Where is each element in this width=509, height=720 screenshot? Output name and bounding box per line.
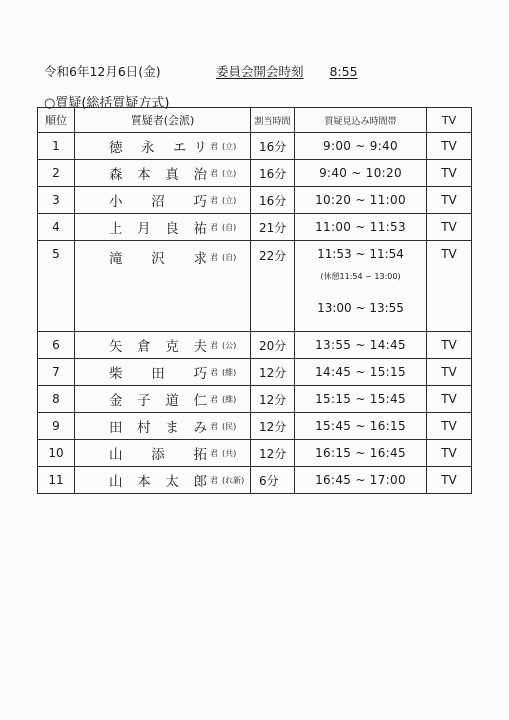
party: (立): [222, 168, 237, 178]
table-row: [38, 386, 472, 413]
cell-allocation: 22分: [251, 241, 295, 332]
questioner-name: 柴 田 巧: [109, 366, 207, 382]
questioner-name: 上月良祐: [109, 221, 207, 237]
honorific: 君: [210, 367, 218, 377]
cell-rank: 8: [38, 386, 75, 413]
questioner-name: 矢倉克夫: [109, 339, 207, 355]
cell-rank: 9: [38, 413, 75, 440]
cell-tv: TV: [427, 187, 472, 214]
column-header-allocation: 割当時間: [251, 108, 295, 133]
cell-rank: 3: [38, 187, 75, 214]
cell-tv: TV: [427, 133, 472, 160]
cell-questioner: [75, 187, 251, 214]
cell-allocation: 12分: [251, 440, 295, 467]
party: (立): [222, 141, 237, 151]
honorific: 君: [210, 421, 218, 431]
questioner-name: 徳 永 エリ: [109, 140, 207, 156]
cell-time: 15:45 ~ 16:15: [295, 413, 427, 440]
cell-tv: TV: [427, 160, 472, 187]
cell-time: 16:15 ~ 16:45: [295, 440, 427, 467]
cell-rank: 10: [38, 440, 75, 467]
cell-time: 14:45 ~ 15:15: [295, 359, 427, 386]
cell-time-1: 11:53 ~ 11:54: [317, 247, 404, 261]
party: (民): [222, 421, 237, 431]
cell-questioner: [75, 359, 251, 386]
cell-tv: TV: [427, 359, 472, 386]
table-row: [38, 241, 472, 332]
honorific: 君: [210, 394, 218, 404]
cell-allocation: 6分: [251, 467, 295, 494]
table-row: [38, 413, 472, 440]
cell-allocation: 16分: [251, 160, 295, 187]
cell-questioner: [75, 133, 251, 160]
table-row: [38, 440, 472, 467]
cell-rank: 2: [38, 160, 75, 187]
cell-allocation: 12分: [251, 386, 295, 413]
open-time-value: 8:55: [329, 64, 358, 79]
table-row: [38, 187, 472, 214]
cell-rank: 5: [38, 241, 75, 332]
questioner-name: 山 添 拓: [109, 447, 207, 463]
cell-time: [295, 241, 427, 332]
questioner-name: 田村まみ: [109, 420, 207, 436]
header-line: [44, 62, 358, 80]
cell-tv: TV: [427, 386, 472, 413]
cell-allocation: 12分: [251, 359, 295, 386]
cell-allocation: 16分: [251, 187, 295, 214]
cell-time: 16:45 ~ 17:00: [295, 467, 427, 494]
table-row: [38, 467, 472, 494]
party: (維): [222, 394, 237, 404]
table-header-row: [38, 108, 472, 133]
questioner-name: 山本太郎: [109, 474, 207, 490]
column-header-tv: TV: [427, 108, 472, 133]
party: (自): [222, 222, 237, 232]
honorific: 君: [210, 475, 218, 485]
cell-questioner: [75, 332, 251, 359]
cell-tv: TV: [427, 413, 472, 440]
questioner-name: 小 沼 巧: [109, 194, 207, 210]
cell-questioner: [75, 467, 251, 494]
cell-allocation: 16分: [251, 133, 295, 160]
cell-allocation: 12分: [251, 413, 295, 440]
cell-tv: TV: [427, 467, 472, 494]
cell-time: 9:40 ~ 10:20: [295, 160, 427, 187]
column-header-slot: 質疑見込み時間帯: [295, 108, 427, 133]
party: (立): [222, 195, 237, 205]
table-row: [38, 160, 472, 187]
honorific: 君: [210, 195, 218, 205]
cell-time-2: 13:00 ~ 13:55: [317, 301, 404, 315]
table-row: [38, 214, 472, 241]
section-title: ○質疑(総括質疑方式): [44, 96, 170, 111]
party: (維): [222, 367, 237, 377]
cell-time: 11:00 ~ 11:53: [295, 214, 427, 241]
cell-time: 10:20 ~ 11:00: [295, 187, 427, 214]
cell-rank: 7: [38, 359, 75, 386]
honorific: 君: [210, 252, 218, 262]
table-row: [38, 133, 472, 160]
cell-questioner: [75, 214, 251, 241]
questioner-name: 金子道仁: [109, 393, 207, 409]
honorific: 君: [210, 340, 218, 350]
cell-rank: 4: [38, 214, 75, 241]
cell-tv: TV: [427, 332, 472, 359]
cell-rank: 1: [38, 133, 75, 160]
cell-rank: 6: [38, 332, 75, 359]
cell-questioner: [75, 160, 251, 187]
meeting-date: 令和6年12月6日(金): [44, 64, 161, 79]
column-header-questioner: 質疑者(会派): [75, 108, 251, 133]
cell-tv: TV: [427, 214, 472, 241]
table-row: [38, 332, 472, 359]
cell-rank: 11: [38, 467, 75, 494]
cell-allocation: 20分: [251, 332, 295, 359]
honorific: 君: [210, 141, 218, 151]
cell-questioner: [75, 413, 251, 440]
honorific: 君: [210, 448, 218, 458]
cell-break: (休憩11:54 ~ 13:00): [320, 272, 401, 281]
column-header-rank: 順位: [38, 108, 75, 133]
cell-allocation: 21分: [251, 214, 295, 241]
questioner-name: 滝 沢 求: [109, 251, 207, 267]
cell-time: 9:00 ~ 9:40: [295, 133, 427, 160]
cell-tv: TV: [427, 241, 472, 332]
honorific: 君: [210, 168, 218, 178]
cell-questioner: [75, 386, 251, 413]
cell-questioner: [75, 241, 251, 332]
cell-time: 15:15 ~ 15:45: [295, 386, 427, 413]
table-row: [38, 359, 472, 386]
questioner-name: 森本真治: [109, 167, 207, 183]
cell-time: 13:55 ~ 14:45: [295, 332, 427, 359]
party: (公): [222, 340, 237, 350]
open-time-label: 委員会開会時刻: [215, 64, 304, 79]
cell-questioner: [75, 440, 251, 467]
honorific: 君: [210, 222, 218, 232]
party: (自): [222, 252, 237, 262]
schedule-table: [37, 107, 472, 494]
party: (れ新): [222, 475, 245, 485]
cell-tv: TV: [427, 440, 472, 467]
party: (共): [222, 448, 237, 458]
